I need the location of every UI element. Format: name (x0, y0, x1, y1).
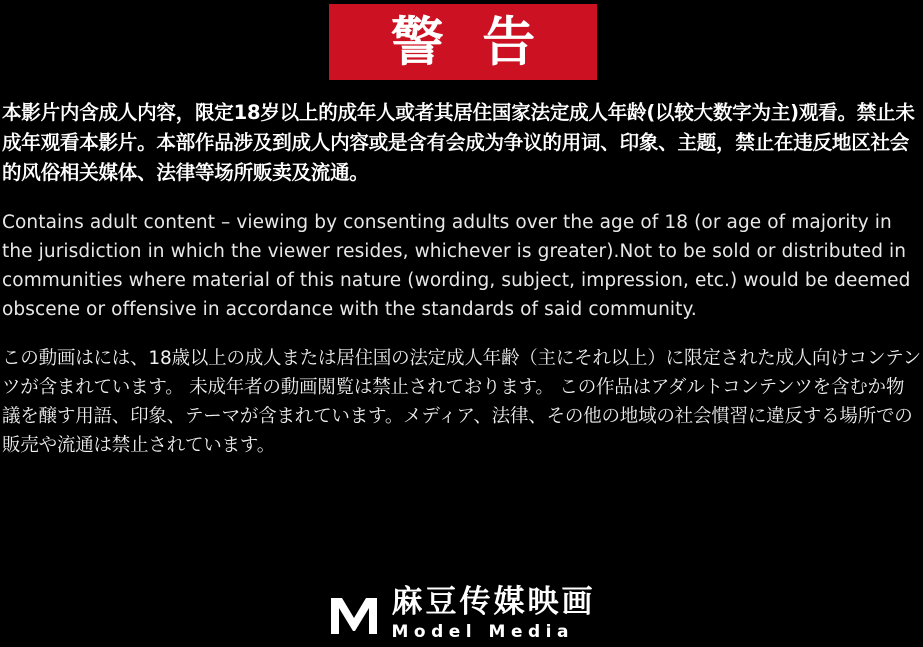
notice-english: Contains adult content – viewing by consenting adults over the age of 18 (or age of majority in the jurisdiction in which the viewer resides, whichever is greater).Not to be sold or distributed in communities where material of this nature (wording, subject, impression, etc.) would be deemed obscene or offensive in accordance with the standards of said community. (2, 212, 911, 320)
warning-banner (329, 4, 597, 80)
model-media-m-icon (328, 588, 380, 640)
brand-logo (0, 583, 923, 645)
brand-name-cn: 麻豆传媒映画 (391, 584, 596, 620)
warning-banner-label: 警 告 (390, 11, 546, 73)
brand-name-en: Model Media (391, 622, 574, 642)
notice-chinese: 本影片内含成人内容，限定18岁以上的成年人或者其居住国家法定成人年龄(以较大数字为主)观看。禁止未成年观看本影片。本部作品涉及到成人内容或是含有会成为争议的用词、印象、主题，禁止在违反地区社会的风俗相关媒体、法律等场所贩卖及流通。 (2, 101, 915, 184)
notice-content (0, 98, 923, 480)
notice-japanese: この動画はには、18歳以上の成人または居住国の法定成人年齢（主にそれ以上）に限定された成人向けコンテンツが含まれています。 未成年者の動画閲覧は禁止されております。 この作品はアダルトコンテンツを含むか物議を醸す用語、印象、テーマが含まれています。メディア、法律、その他の地域の社会慣習に違反する場所での販売や流通は禁止されています。 (2, 348, 921, 456)
brand-logo-text (391, 584, 596, 642)
